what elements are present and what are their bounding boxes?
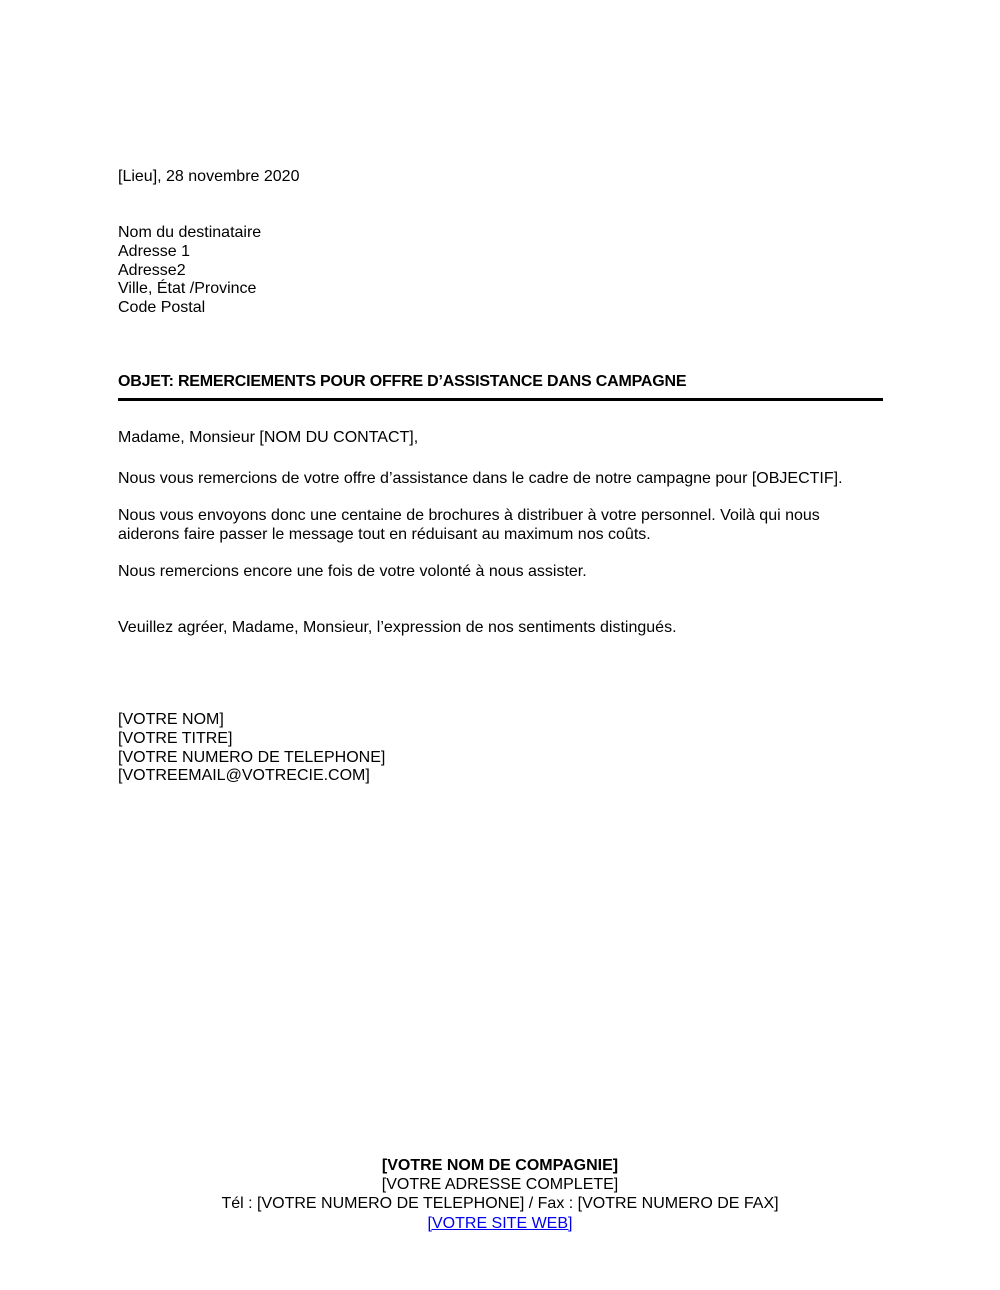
body-paragraph: Nous vous envoyons donc une centaine de brochures à distribuer à votre personnel. Voilà qui nous aiderons faire passer le message tout en réduisant au maximum nos coûts. (118, 507, 820, 543)
body-paragraph: Nous vous remercions de votre offre d’assistance dans le cadre de notre campagne pour [OBJECTIF]. (118, 470, 843, 487)
signature-title: [VOTRE TITRE] (118, 729, 233, 747)
closing-line: Veuillez agréer, Madame, Monsieur, l’expression de nos sentiments distingués. (118, 619, 677, 636)
footer-tel-fax: Tél : [VOTRE NUMERO DE TELEPHONE] / Fax : [VOTRE NUMERO DE FAX] (221, 1195, 779, 1213)
signature-block (118, 711, 884, 786)
body-paragraph: Nous remercions encore une fois de votre volonté à nous assister. (118, 563, 587, 580)
date-line: [Lieu], 28 novembre 2020 (118, 168, 300, 185)
signature-phone: [VOTRE NUMERO DE TELEPHONE] (118, 748, 386, 766)
signature-email: [VOTREEMAIL@VOTRECIE.COM] (118, 767, 370, 785)
recipient-address-2: Adresse2 (118, 261, 186, 279)
footer-website-link[interactable]: [VOTRE SITE WEB] (427, 1214, 573, 1232)
subject-divider-rule (118, 398, 883, 401)
company-footer (0, 1156, 1000, 1233)
subject-line: OBJET: REMERCIEMENTS POUR OFFRE D’ASSISTANCE DANS CAMPAGNE (118, 373, 687, 390)
recipient-city-state: Ville, État /Province (118, 280, 257, 298)
recipient-address-1: Adresse 1 (118, 242, 191, 260)
recipient-address-block (118, 224, 884, 318)
footer-company-name: [VOTRE NOM DE COMPAGNIE] (381, 1157, 619, 1174)
signature-name: [VOTRE NOM] (118, 711, 224, 728)
salutation: Madame, Monsieur [NOM DU CONTACT], (118, 429, 419, 446)
footer-company-address: [VOTRE ADRESSE COMPLETE] (381, 1176, 619, 1194)
recipient-name: Nom du destinataire (118, 224, 262, 241)
recipient-postal-code: Code Postal (118, 299, 206, 317)
